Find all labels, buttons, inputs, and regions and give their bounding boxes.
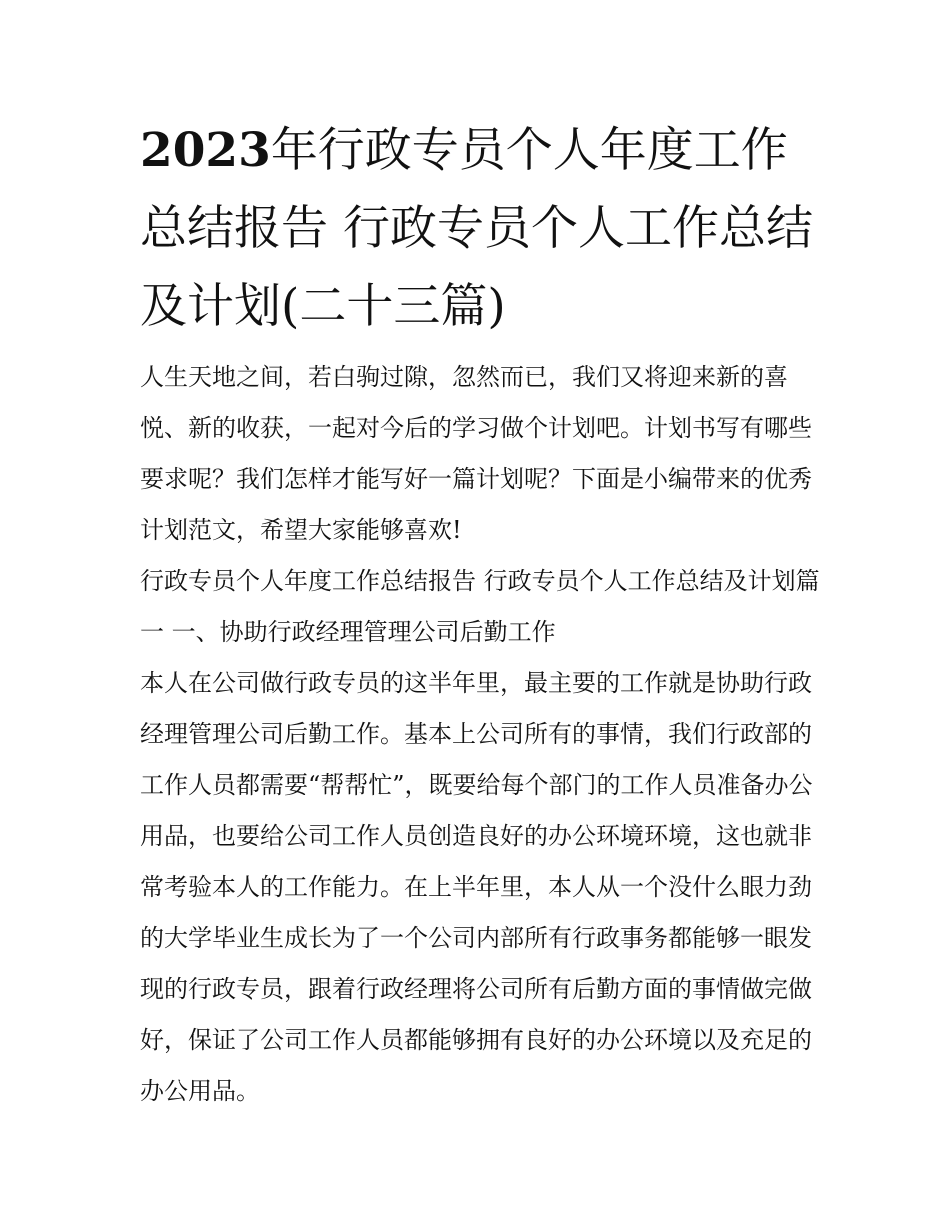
title-text: 年行政专员个人年度工作总结报告 行政专员个人工作总结及计划(二十三篇) (140, 123, 813, 334)
title-year: 2023 (140, 123, 271, 178)
document-body (140, 352, 820, 1117)
document-title (140, 112, 820, 346)
paragraph-body: 本人在公司做行政专员的这半年里，最主要的工作就是协助行政经理管理公司后勤工作。基本上公司所有的事情，我们行政部的工作人员都需要“帮帮忙”，既要给每个部门的工作人员准备办公用品，也要给公司工作人员创造良好的办公环境环境，这也就非常考验本人的工作能力。在上半年里，本人从一个没什么眼力劲的大学毕业生成长为了一个公司内部所有行政事务都能够一眼发现的行政专员，跟着行政经理将公司所有后勤方面的事情做完做好，保证了公司工作人员都能够拥有良好的办公环境以及充足的办公用品。 (140, 669, 813, 1105)
paragraph-intro: 人生天地之间，若白驹过隙，忽然而已，我们又将迎来新的喜悦、新的收获，一起对今后的学习做个计划吧。计划书写有哪些要求呢？我们怎样才能写好一篇计划呢？下面是小编带来的优秀计划范文，希望大家能够喜欢! (140, 363, 812, 544)
paragraph-section-heading: 行政专员个人年度工作总结报告 行政专员个人工作总结及计划篇一 一、协助行政经理管理公司后勤工作 (140, 567, 820, 646)
